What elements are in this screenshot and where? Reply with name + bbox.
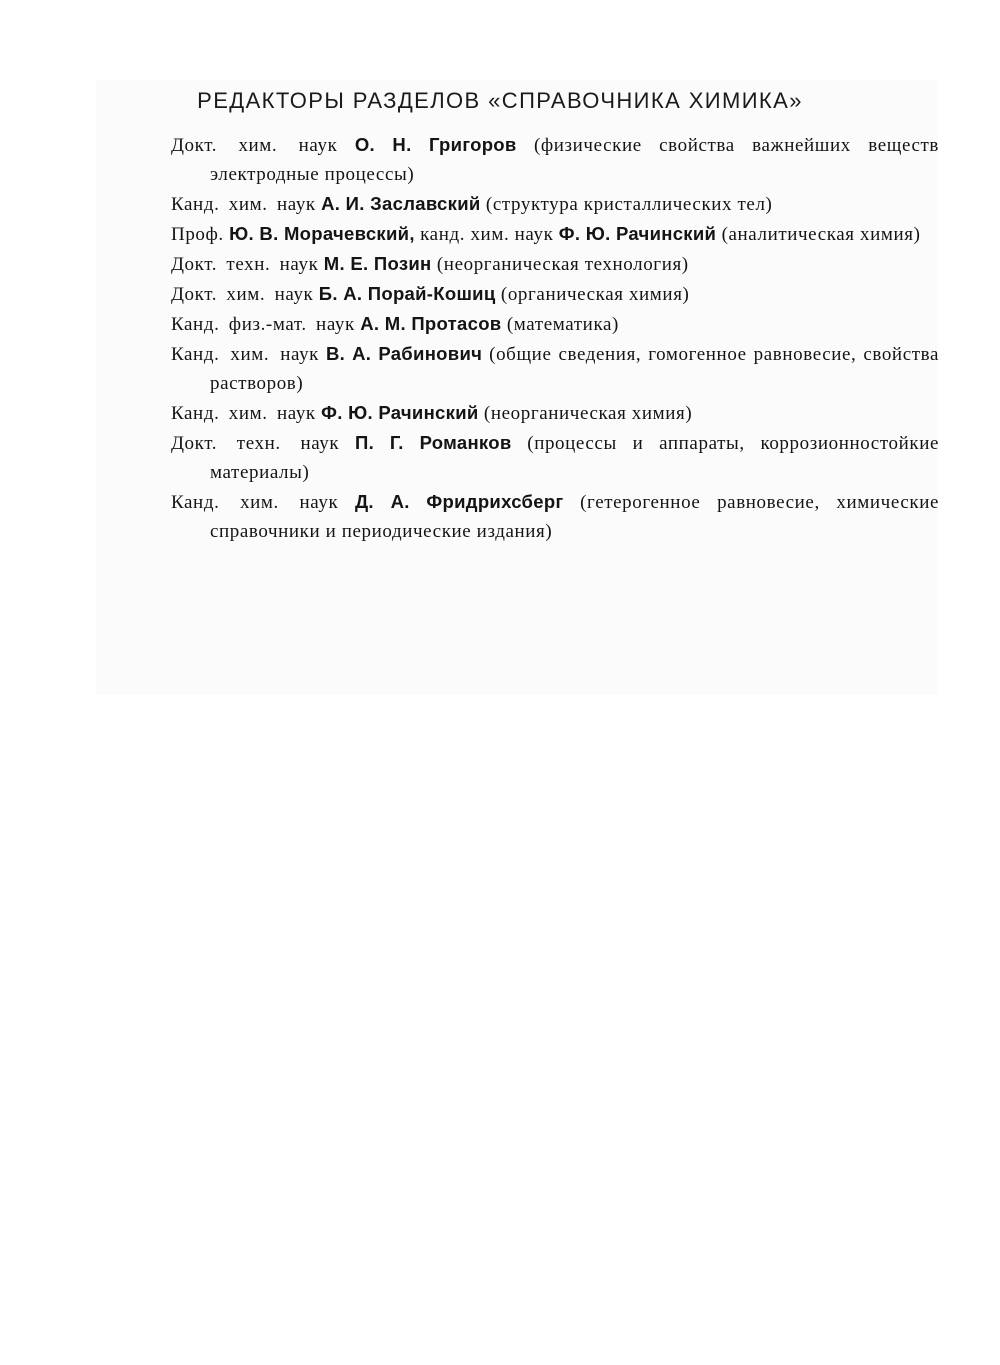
entry-subject: (аналитическая химия) — [721, 224, 921, 245]
list-item — [171, 189, 939, 219]
list-item — [171, 309, 939, 339]
entry-degree: Канд. хим. наук — [171, 194, 316, 215]
entry-name-second: Ф. Ю. Рачинский — [558, 223, 717, 244]
entry-subject: (физические свойства важнейших веществ электродные процессы) — [210, 135, 940, 185]
entry-name: А. И. Заславский — [321, 193, 481, 214]
entry-degree: Докт. техн. наук — [171, 433, 340, 454]
entry-degree: Проф. — [171, 224, 224, 245]
entry-subject: (гетерогенное равновесие, химические справочники и периодические издания) — [210, 492, 940, 542]
entry-name: М. Е. Позин — [323, 253, 432, 274]
list-item — [171, 339, 939, 398]
entry-name: Ф. Ю. Рачинский — [321, 402, 479, 423]
entry-name: П. Г. Романков — [354, 432, 512, 453]
entry-subject: (общие сведения, гомогенное равновесие, свойства растворов) — [210, 344, 939, 394]
entry-degree: Докт. хим. наук — [171, 135, 338, 156]
list-item — [171, 219, 939, 249]
entry-subject: (математика) — [506, 314, 619, 335]
list-item — [171, 428, 939, 487]
entry-name: Д. А. Фридрихсберг — [354, 491, 564, 512]
entry-degree-second: канд. хим. наук — [420, 224, 554, 245]
entry-subject: (органическая химия) — [500, 284, 690, 305]
entry-degree: Канд. хим. наук — [171, 403, 316, 424]
entry-name: В. А. Рабинович — [325, 343, 483, 364]
list-item — [171, 249, 939, 279]
entry-degree: Канд. хим. наук — [171, 492, 339, 513]
editors-list — [171, 130, 939, 546]
entry-subject: (неорганическая технология) — [436, 254, 689, 275]
list-item — [171, 130, 939, 189]
entry-degree: Докт. техн. наук — [171, 254, 319, 275]
entry-subject: (структура кристаллических тел) — [485, 194, 773, 215]
entry-name: О. Н. Григоров — [354, 134, 517, 155]
entry-name: Б. А. Порай-Кошиц — [318, 283, 496, 304]
list-item — [171, 279, 939, 309]
entry-name: А. М. Протасов — [360, 313, 502, 334]
entry-degree: Канд. хим. наук — [171, 344, 319, 365]
entry-subject: (процессы и аппараты, коррозионностойкие материалы) — [210, 433, 939, 483]
entry-name: Ю. В. Морачевский, — [229, 223, 415, 244]
list-item — [171, 398, 939, 428]
page-heading: РЕДАКТОРЫ РАЗДЕЛОВ «СПРАВОЧНИКА ХИМИКА» — [197, 88, 803, 113]
entry-degree: Канд. физ.-мат. наук — [171, 314, 355, 335]
list-item — [171, 487, 939, 546]
entry-subject: (неорганическая химия) — [483, 403, 693, 424]
entry-degree: Докт. хим. наук — [171, 284, 314, 305]
